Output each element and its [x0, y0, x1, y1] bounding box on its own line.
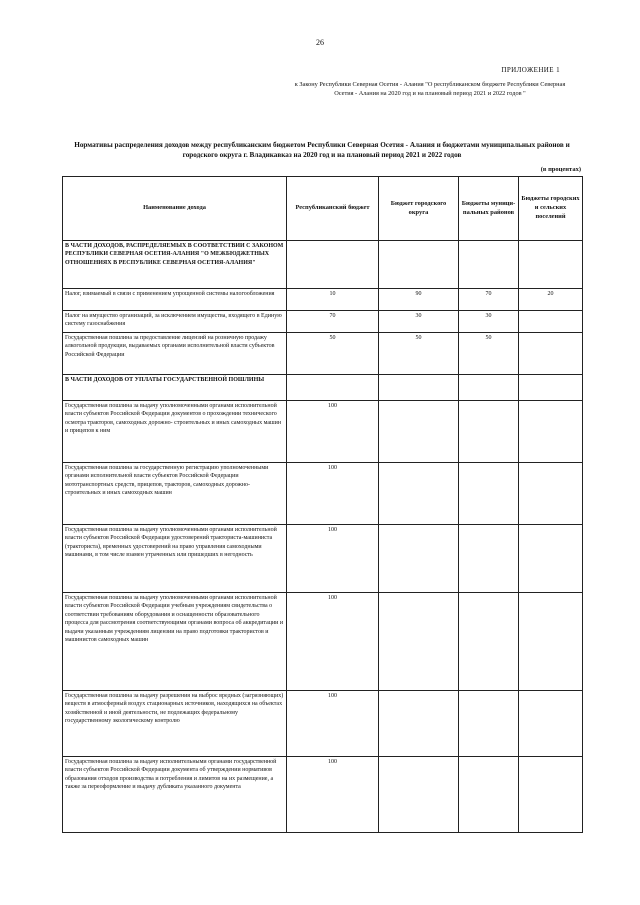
table-row [63, 593, 583, 691]
city-value [379, 375, 459, 401]
settlements-value [519, 401, 583, 463]
law-reference: к Закону Республики Северная Осетия - Алания "О республиканском бюджете Республики Северная Осетия - Алания на 2020 год и на плановый период 2021 и 2022 годов " [294, 81, 566, 97]
appendix-label: ПРИЛОЖЕНИЕ 1 [501, 66, 560, 74]
income-name: Государственная пошлина за государственную регистрацию уполномоченными органами исполнительной власти субъектов Российской Федерации мототранспортных средств, прицепов, тракторов, самоходных дорожно-строительных и иных самоходных машин [63, 463, 287, 525]
table-row [63, 289, 583, 311]
table-row [63, 375, 583, 401]
settlements-value: 20 [519, 289, 583, 311]
city-value [379, 241, 459, 289]
header-district-budgets: Бюджеты муници-пальных районов [459, 177, 519, 241]
header-settlement-budgets: Бюджеты городских и сельских поселений [519, 177, 583, 241]
header-city-budget: Бюджет городского округа [379, 177, 459, 241]
header-republic-budget: Республиканский бюджет [287, 177, 379, 241]
city-value [379, 593, 459, 691]
city-value: 90 [379, 289, 459, 311]
table-row [63, 401, 583, 463]
settlements-value [519, 593, 583, 691]
districts-value: 50 [459, 333, 519, 375]
districts-value [459, 375, 519, 401]
republic-value [287, 375, 379, 401]
income-name: Государственная пошлина за выдачу исполнительными органами государственной власти субъектов Российской Федерации документа об утверждении нормативов образования отходов производства и потребления и лимитов на их размещение, а также за переоформление и выдачу дубликата указанного документа [63, 757, 287, 833]
table-row [63, 311, 583, 333]
republic-value: 100 [287, 593, 379, 691]
header-income-name: Наименование дохода [63, 177, 287, 241]
settlements-value [519, 311, 583, 333]
republic-value: 10 [287, 289, 379, 311]
income-name: Налог на имущество организаций, за исключением имущества, входящего в Единую систему газоснабжения [63, 311, 287, 333]
republic-value [287, 241, 379, 289]
table-header-row [63, 177, 583, 241]
republic-value: 100 [287, 757, 379, 833]
republic-value: 100 [287, 401, 379, 463]
table-row [63, 757, 583, 833]
income-name: Государственная пошлина за выдачу уполномоченными органами исполнительной власти субъектов Российской Федерации учебным учреждениям свидетельства о соответствии требованиям оборудования и оснащенности образовательного процесса для рассмотрения соответствующими органами вопроса об аккредитации и выдачи указанным учреждениям лицензии на право подготовки трактористов и машинистов самоходных машин [63, 593, 287, 691]
districts-value [459, 241, 519, 289]
districts-value [459, 401, 519, 463]
income-name: Государственная пошлина за выдачу уполномоченными органами исполнительной власти субъектов Российской Федерации удостоверений тракториста-машиниста (тракториста), временных удостоверений на право управления самоходными машинами, в том числе взамен утраченных или пришедших в негодность [63, 525, 287, 593]
districts-value [459, 463, 519, 525]
city-value [379, 757, 459, 833]
settlements-value [519, 757, 583, 833]
income-name: Налог, взимаемый в связи с применением упрощенной системы налогообложения [63, 289, 287, 311]
republic-value: 70 [287, 311, 379, 333]
republic-value: 100 [287, 691, 379, 757]
districts-value [459, 757, 519, 833]
city-value [379, 525, 459, 593]
districts-value [459, 691, 519, 757]
settlements-value [519, 375, 583, 401]
settlements-value [519, 691, 583, 757]
section-heading: В ЧАСТИ ДОХОДОВ ОТ УПЛАТЫ ГОСУДАРСТВЕННОЙ ПОШЛИНЫ [63, 375, 287, 401]
settlements-value [519, 525, 583, 593]
districts-value [459, 593, 519, 691]
income-name: Государственная пошлина за выдачу уполномоченными органами исполнительной власти субъектов Российской Федерации документов о прохождении технического осмотра тракторов, самоходных дорожно- строительных и иных самоходных машин и прицепов к ним [63, 401, 287, 463]
city-value: 30 [379, 311, 459, 333]
units-label: (в процентах) [540, 166, 581, 173]
settlements-value [519, 333, 583, 375]
republic-value: 100 [287, 463, 379, 525]
districts-value: 30 [459, 311, 519, 333]
income-name: Государственная пошлина за выдачу разрешения на выброс вредных (загрязняющих) веществ в атмосферный воздух стационарных источников, находящихся на объектах хозяйственной и иной деятельности, не подлежащих федеральному государственному экологическому контролю [63, 691, 287, 757]
table-row [63, 525, 583, 593]
table-row [63, 463, 583, 525]
settlements-value [519, 463, 583, 525]
city-value: 50 [379, 333, 459, 375]
districts-value [459, 525, 519, 593]
document-title: Нормативы распределения доходов между республиканским бюджетом Республики Северная Осетия - Алания и бюджетами муниципальных районов и городского округа г. Владикавказ на 2020 год и на плановый период 2021 и 2022 годов [74, 141, 570, 159]
districts-value: 70 [459, 289, 519, 311]
income-name: Государственная пошлина за предоставление лицензий на розничную продажу алкогольной продукции, выдаваемых органами исполнительной власти субъектов Российской Федерации [63, 333, 287, 375]
table-row [63, 333, 583, 375]
table-row [63, 691, 583, 757]
table-row [63, 241, 583, 289]
city-value [379, 401, 459, 463]
city-value [379, 463, 459, 525]
norms-table [62, 176, 583, 833]
section-heading: В ЧАСТИ ДОХОДОВ, РАСПРЕДЕЛЯЕМЫХ В СООТВЕТСТВИИ С ЗАКОНОМ РЕСПУБЛИКИ СЕВЕРНАЯ ОСЕТИЯ-АЛАНИЯ "О МЕЖБЮДЖЕТНЫХ ОТНОШЕНИЯХ В РЕСПУБЛИКЕ СЕВЕРНАЯ ОСЕТИЯ-АЛАНИЯ" [63, 241, 287, 289]
page-number: 26 [316, 38, 324, 47]
republic-value: 50 [287, 333, 379, 375]
republic-value: 100 [287, 525, 379, 593]
city-value [379, 691, 459, 757]
settlements-value [519, 241, 583, 289]
